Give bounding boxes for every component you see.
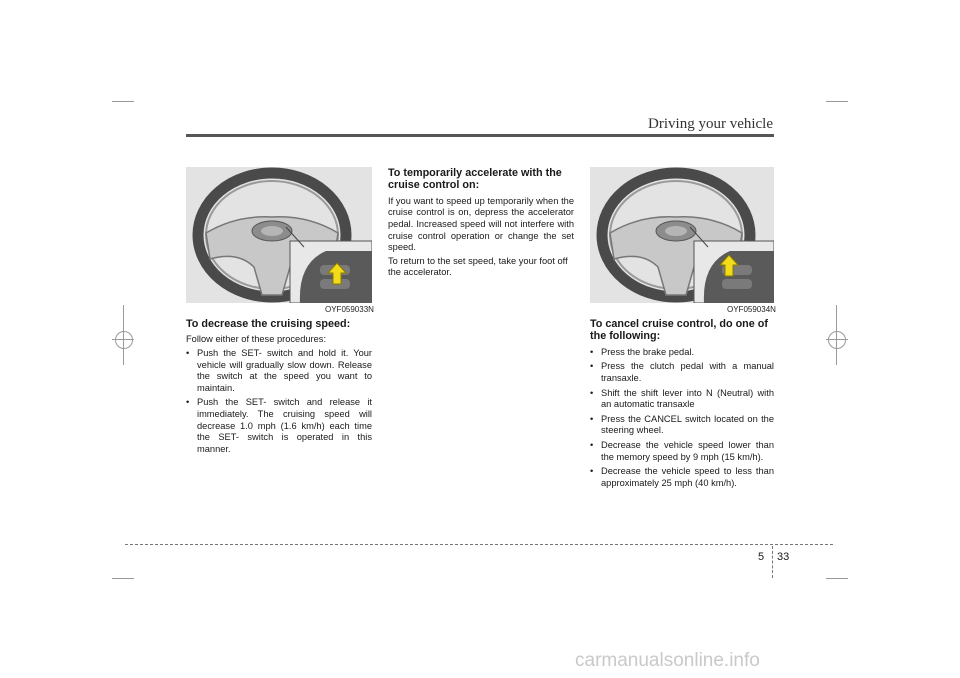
list-item: • Decrease the vehicle speed to less than approximately 25 mph (40 km/h). [590, 466, 774, 489]
steering-wheel-illustration [590, 167, 774, 303]
chapter-number: 5 [758, 551, 765, 563]
middle-column [388, 167, 574, 281]
list-item: • Shift the shift lever into N (Neutral) with an automatic transaxle [590, 388, 774, 411]
steering-wheel-figure-1 [186, 167, 372, 303]
left-column [186, 318, 372, 458]
watermark: carmanualsonline.info [575, 650, 760, 671]
steering-wheel-illustration [186, 167, 372, 303]
paragraph: To return to the set speed, take your foot off the accelerator. [388, 255, 568, 278]
section-title: Driving your vehicle [648, 116, 773, 132]
heading-decrease-speed: To decrease the cruising speed: [186, 318, 351, 330]
figure-caption-1: OYF059033N [325, 305, 374, 314]
footer-rule [125, 544, 833, 545]
list-item: • Decrease the vehicle speed lower than the memory speed by 9 mph (15 km/h). [590, 440, 774, 463]
list-item: • Push the SET- switch and hold it. Your vehicle will gradually slow down. Release the switch at the speed you want to maintain. [186, 348, 372, 394]
right-column [590, 318, 774, 492]
list-item: • Push the SET- switch and release it immediately. The cruising speed will decrease 1.0 mph (1.6 km/h) each time the SET- switch is operated in this manner. [186, 397, 372, 455]
cancel-cruise-list [590, 347, 774, 490]
list-item: • Press the clutch pedal with a manual transaxle. [590, 361, 774, 384]
decrease-speed-list [186, 348, 372, 455]
figure-caption-2: OYF059034N [727, 305, 776, 314]
list-item: • Press the brake pedal. [590, 347, 774, 359]
page-number: 33 [777, 551, 790, 563]
paragraph: If you want to speed up temporarily when the cruise control is on, depress the accelerator pedal. Increased speed will not interfere with cruise control operation or change the set speed. [388, 195, 574, 253]
steering-wheel-figure-2 [590, 167, 774, 303]
heading-temporarily-accelerate: To temporarily accelerate with the cruise control on: [388, 167, 562, 192]
header-rule [186, 134, 774, 137]
heading-cancel-cruise: To cancel cruise control, do one of the following: [590, 318, 768, 343]
footer-divider [772, 546, 773, 578]
intro-text: Follow either of these procedures: [186, 334, 327, 345]
list-item: • Press the CANCEL switch located on the steering wheel. [590, 414, 774, 437]
